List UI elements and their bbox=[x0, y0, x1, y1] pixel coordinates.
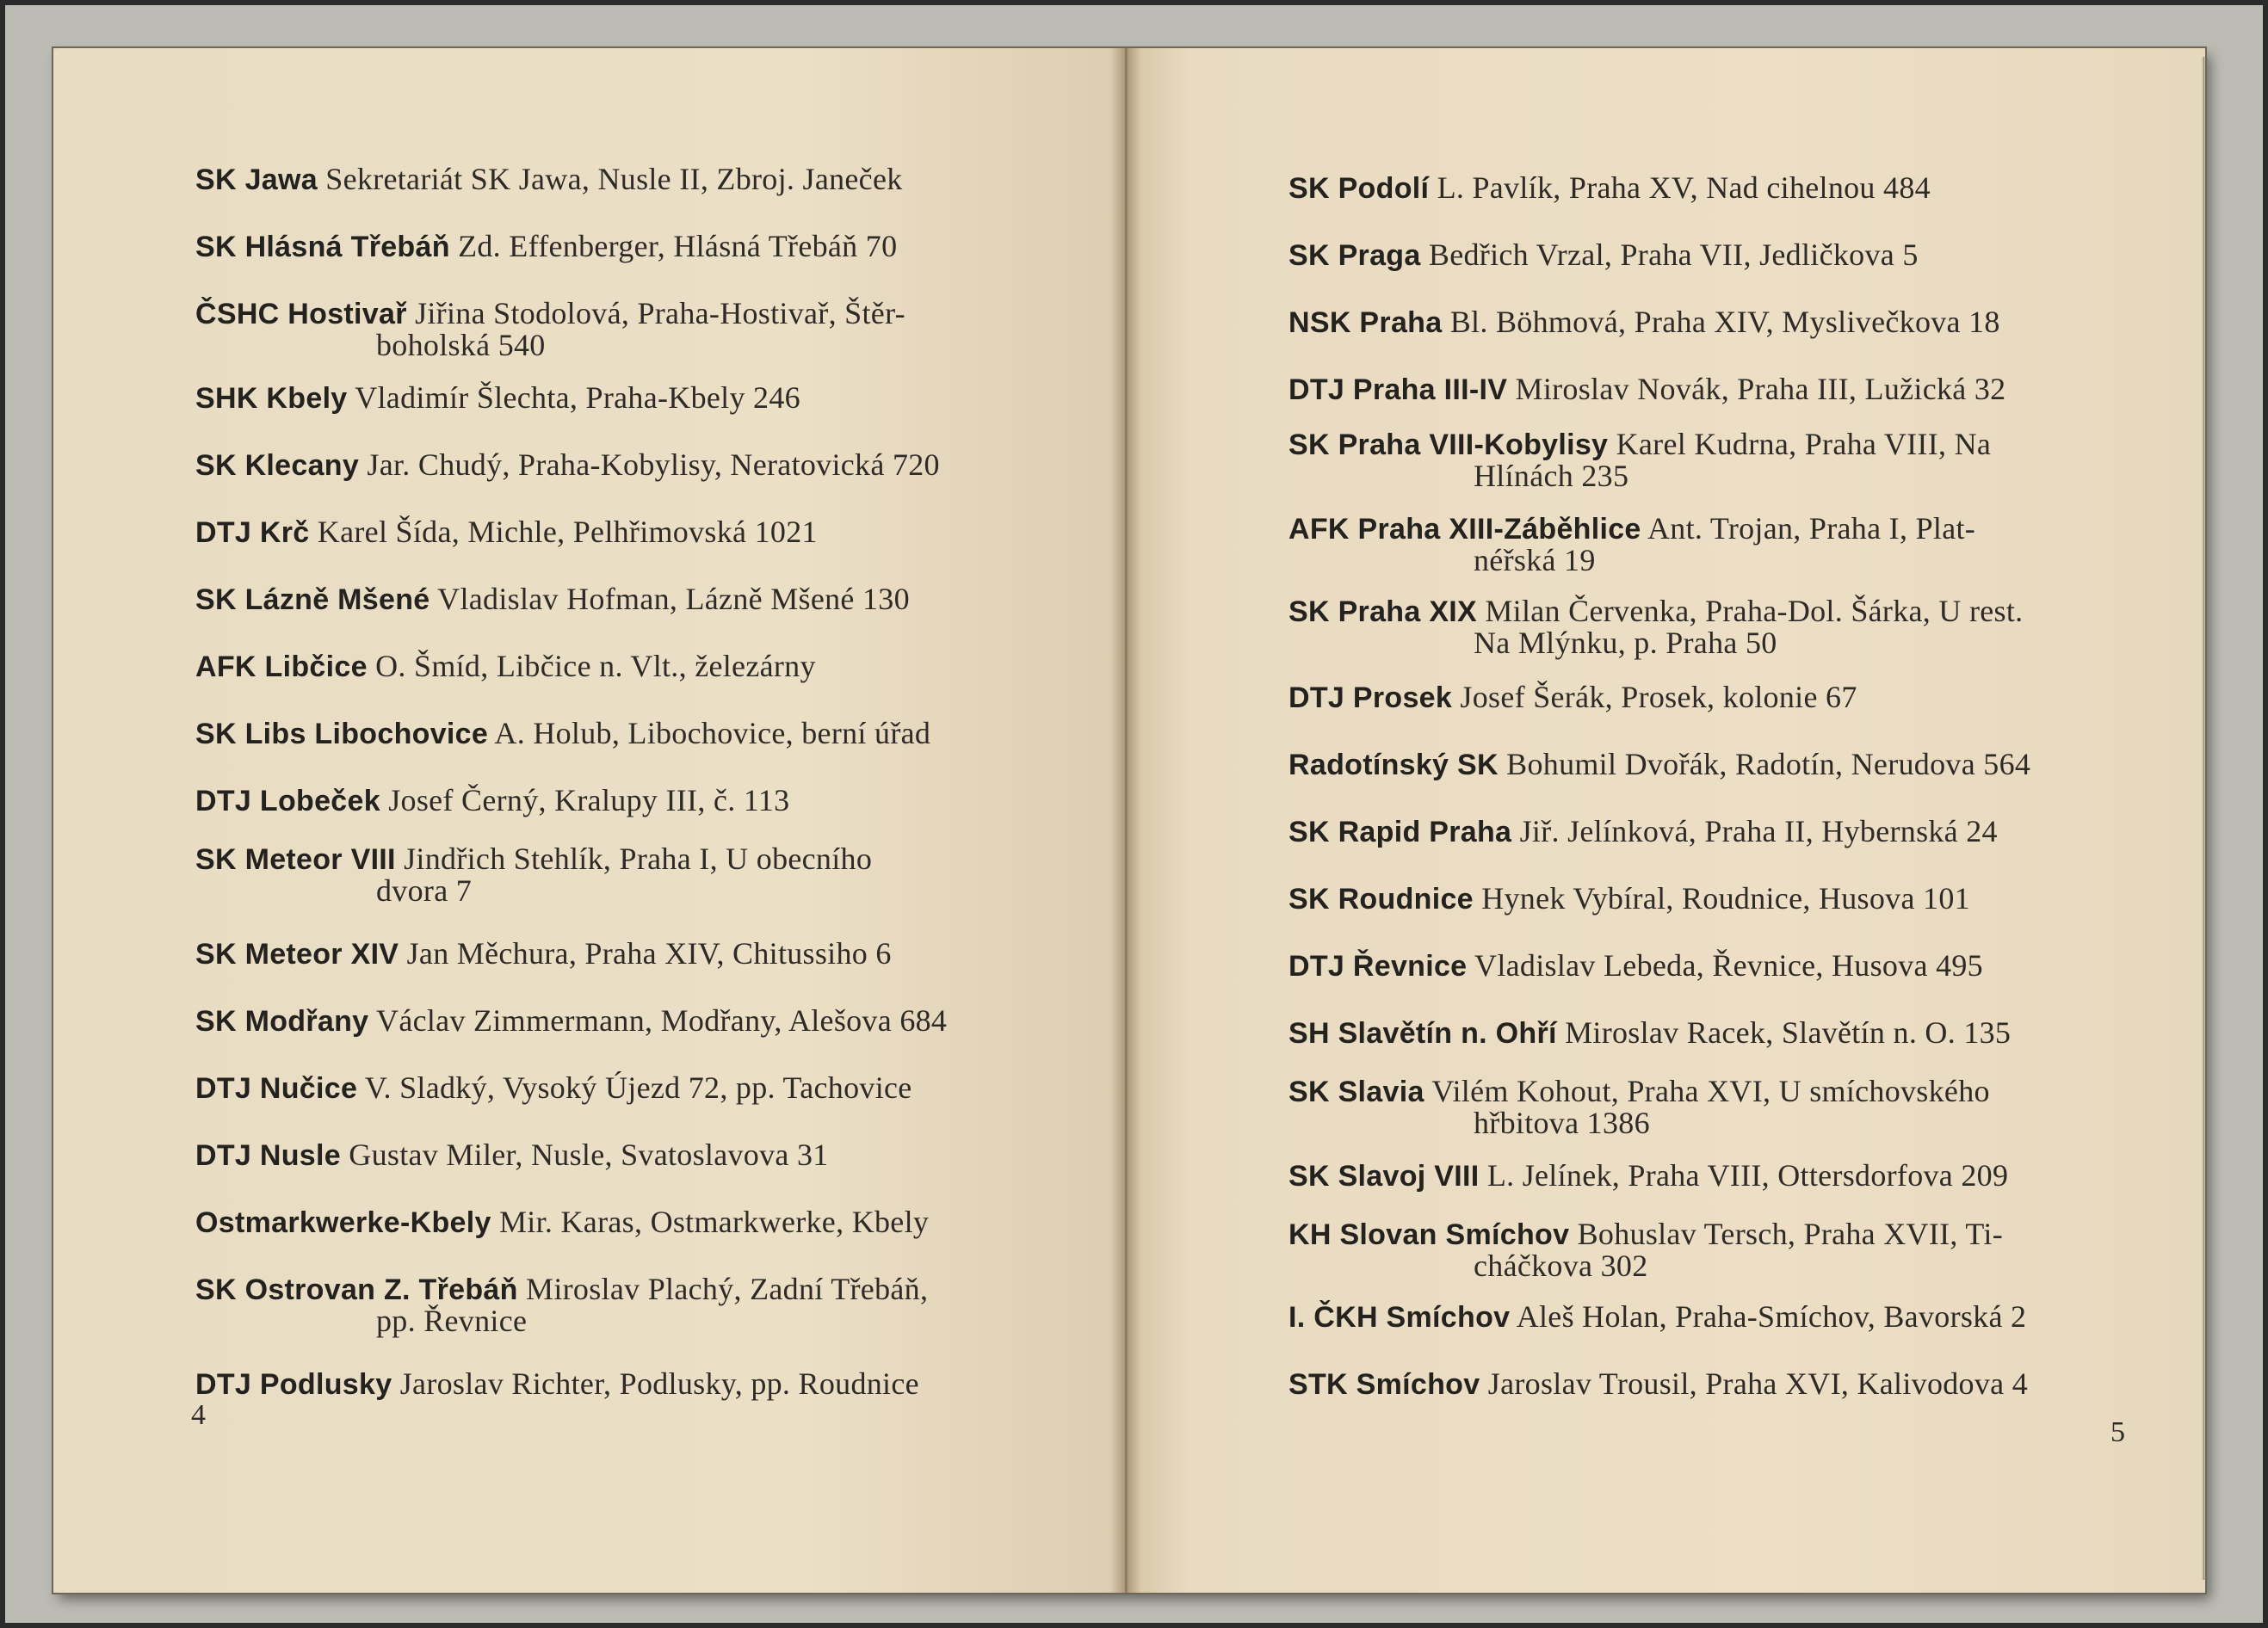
directory-entry bbox=[195, 1072, 1082, 1104]
contact-address: Bohuslav Tersch, Praha XVII, Ti- bbox=[1577, 1217, 2003, 1251]
address-continuation: hřbitova 1386 bbox=[1474, 1106, 1650, 1140]
contact-address: Vladimír Šlechta, Praha-Kbely 246 bbox=[355, 380, 800, 415]
club-name: SK Hlásná Třebáň bbox=[195, 231, 450, 263]
directory-entry bbox=[195, 1368, 1082, 1400]
directory-entry bbox=[1288, 883, 2158, 915]
directory-entry bbox=[1288, 1368, 2158, 1400]
directory-entry bbox=[195, 1139, 1082, 1171]
directory-entry bbox=[195, 1206, 1082, 1238]
club-name: I. ČKH Smíchov bbox=[1288, 1301, 1511, 1334]
club-name: DTJ Prosek bbox=[1288, 681, 1453, 714]
club-name: DTJ Lobeček bbox=[195, 785, 380, 817]
directory-entry bbox=[1288, 373, 2158, 405]
contact-address: Aleš Holan, Praha-Smíchov, Bavorská 2 bbox=[1516, 1299, 2027, 1334]
club-name: SK Ostrovan Z. Třebáň bbox=[195, 1273, 518, 1306]
contact-address: Bedřich Vrzal, Praha VII, Jedličkova 5 bbox=[1428, 237, 1919, 272]
open-booklet bbox=[53, 48, 2205, 1593]
directory-entry bbox=[1288, 1301, 2158, 1333]
page-number-right: 5 bbox=[2110, 1416, 2125, 1448]
address-continuation: néřská 19 bbox=[1474, 543, 1596, 577]
directory-entry bbox=[1288, 239, 2158, 271]
contact-address: Zd. Effenberger, Hlásná Třebáň 70 bbox=[458, 229, 898, 263]
right-page bbox=[1125, 48, 2205, 1593]
club-name: SK Meteor VIII bbox=[195, 843, 396, 876]
directory-entry bbox=[195, 1005, 1082, 1037]
address-continuation: boholská 540 bbox=[376, 328, 546, 362]
directory-entry bbox=[1288, 749, 2158, 780]
directory-entry bbox=[1288, 950, 2158, 982]
club-name: STK Smíchov bbox=[1288, 1368, 1480, 1401]
contact-address: Jiř. Jelínková, Praha II, Hybernská 24 bbox=[1519, 814, 1998, 848]
directory-entry bbox=[195, 298, 1082, 361]
directory-entry bbox=[1288, 816, 2158, 848]
directory-entry bbox=[1288, 595, 2158, 658]
contact-address: O. Šmíd, Libčice n. Vlt., železárny bbox=[375, 649, 816, 683]
directory-entry bbox=[195, 938, 1082, 970]
contact-address: Vilém Kohout, Praha XVI, U smíchovského bbox=[1431, 1074, 1990, 1108]
club-name: DTJ Praha III-IV bbox=[1288, 373, 1508, 406]
contact-address: Jaroslav Trousil, Praha XVI, Kalivodova 4 bbox=[1487, 1366, 2029, 1401]
directory-entry bbox=[195, 231, 1082, 262]
club-name: SH Slavětín n. Ohří bbox=[1288, 1017, 1557, 1050]
club-name: SK Modřany bbox=[195, 1005, 369, 1038]
directory-entry bbox=[1288, 172, 2158, 204]
address-continuation: Hlínách 235 bbox=[1474, 459, 1629, 493]
directory-entry bbox=[1288, 1017, 2158, 1049]
directory-entry bbox=[195, 1273, 1082, 1336]
directory-entry bbox=[195, 516, 1082, 548]
contact-address: Karel Šída, Michle, Pelhřimovská 1021 bbox=[317, 515, 818, 549]
contact-address: V. Sladký, Vysoký Újezd 72, pp. Tachovice bbox=[364, 1070, 912, 1105]
club-name: DTJ Krč bbox=[195, 516, 310, 549]
club-name: SK Praga bbox=[1288, 239, 1421, 272]
directory-entry bbox=[195, 163, 1082, 195]
contact-address: Milan Červenka, Praha-Dol. Šárka, U rest. bbox=[1485, 594, 2024, 628]
book-gutter bbox=[1110, 48, 1141, 1593]
contact-address: L. Jelínek, Praha VIII, Ottersdorfova 209 bbox=[1486, 1158, 2009, 1193]
club-name: DTJ Řevnice bbox=[1288, 950, 1468, 983]
club-name: DTJ Podlusky bbox=[195, 1368, 392, 1401]
club-name: SK Rapid Praha bbox=[1288, 816, 1512, 848]
club-name: SK Lázně Mšené bbox=[195, 583, 430, 616]
club-name: SHK Kbely bbox=[195, 382, 348, 415]
club-name: SK Slavia bbox=[1288, 1076, 1424, 1108]
contact-address: Miroslav Racek, Slavětín n. O. 135 bbox=[1565, 1015, 2012, 1050]
directory-entry bbox=[1288, 1076, 2158, 1138]
club-name: SK Praha XIX bbox=[1288, 595, 1478, 628]
contact-address: Mir. Karas, Ostmarkwerke, Kbely bbox=[499, 1205, 930, 1239]
contact-address: Miroslav Novák, Praha III, Lužická 32 bbox=[1515, 372, 2006, 406]
club-name: DTJ Nučice bbox=[195, 1072, 358, 1105]
directory-entry bbox=[195, 843, 1082, 906]
club-name: Ostmarkwerke-Kbely bbox=[195, 1206, 491, 1239]
club-name: ČSHC Hostivař bbox=[195, 298, 407, 330]
club-name: AFK Libčice bbox=[195, 651, 368, 683]
directory-entry bbox=[1288, 306, 2158, 338]
contact-address: Jiřina Stodolová, Praha-Hostivař, Štěr- bbox=[415, 296, 905, 330]
address-continuation: cháčkova 302 bbox=[1474, 1249, 1648, 1283]
contact-address: Josef Černý, Kralupy III, č. 113 bbox=[388, 783, 790, 817]
address-continuation: dvora 7 bbox=[376, 873, 473, 908]
directory-entry bbox=[195, 449, 1082, 481]
contact-address: Václav Zimmermann, Modřany, Alešova 684 bbox=[376, 1003, 948, 1038]
contact-address: A. Holub, Libochovice, berní úřad bbox=[494, 716, 931, 750]
contact-address: Jan Měchura, Praha XIV, Chitussiho 6 bbox=[406, 936, 892, 971]
contact-address: Gustav Miler, Nusle, Svatoslavova 31 bbox=[349, 1138, 829, 1172]
contact-address: Vladislav Lebeda, Řevnice, Husova 495 bbox=[1474, 948, 1983, 983]
directory-entry bbox=[195, 382, 1082, 414]
club-name: SK Klecany bbox=[195, 449, 360, 482]
directory-entry bbox=[1288, 1218, 2158, 1281]
address-continuation: pp. Řevnice bbox=[376, 1304, 528, 1338]
directory-entry bbox=[1288, 681, 2158, 713]
contact-address: Josef Šerák, Prosek, kolonie 67 bbox=[1460, 680, 1857, 714]
contact-address: Bl. Böhmová, Praha XIV, Myslivečkova 18 bbox=[1449, 305, 2000, 339]
club-name: SK Slavoj VIII bbox=[1288, 1160, 1480, 1193]
directory-entry bbox=[1288, 1160, 2158, 1192]
directory-entry bbox=[195, 785, 1082, 817]
club-name: NSK Praha bbox=[1288, 306, 1443, 339]
club-name: SK Roudnice bbox=[1288, 883, 1474, 916]
directory-entry bbox=[195, 651, 1082, 682]
address-continuation: Na Mlýnku, p. Praha 50 bbox=[1474, 626, 1777, 660]
club-name: DTJ Nusle bbox=[195, 1139, 341, 1172]
directory-entry bbox=[195, 718, 1082, 749]
contact-address: Vladislav Hofman, Lázně Mšené 130 bbox=[437, 582, 910, 616]
contact-address: Sekretariát SK Jawa, Nusle II, Zbroj. Janeček bbox=[325, 162, 903, 196]
contact-address: Miroslav Plachý, Zadní Třebáň, bbox=[526, 1272, 929, 1306]
club-name: Radotínský SK bbox=[1288, 749, 1499, 781]
contact-address: Jaroslav Richter, Podlusky, pp. Roudnice bbox=[399, 1366, 919, 1401]
directory-entry bbox=[1288, 429, 2158, 491]
contact-address: Jindřich Stehlík, Praha I, U obecního bbox=[404, 842, 873, 876]
club-name: SK Meteor XIV bbox=[195, 938, 399, 971]
page-edges bbox=[2202, 57, 2205, 1580]
contact-address: Ant. Trojan, Praha I, Plat- bbox=[1647, 511, 1976, 546]
club-name: AFK Praha XIII-Záběhlice bbox=[1288, 513, 1641, 546]
club-name: SK Praha VIII-Kobylisy bbox=[1288, 429, 1609, 461]
club-name: SK Podolí bbox=[1288, 172, 1430, 205]
contact-address: Bohumil Dvořák, Radotín, Nerudova 564 bbox=[1506, 747, 2031, 781]
directory-entry bbox=[1288, 513, 2158, 576]
club-name: KH Slovan Smíchov bbox=[1288, 1218, 1570, 1251]
contact-address: Hynek Vybíral, Roudnice, Husova 101 bbox=[1481, 881, 1970, 916]
club-name: SK Libs Libochovice bbox=[195, 718, 489, 750]
left-page bbox=[53, 48, 1125, 1593]
directory-entry bbox=[195, 583, 1082, 615]
page-number-left: 4 bbox=[191, 1399, 206, 1431]
club-name: SK Jawa bbox=[195, 163, 318, 196]
contact-address: L. Pavlík, Praha XV, Nad cihelnou 484 bbox=[1437, 170, 1931, 205]
contact-address: Jar. Chudý, Praha-Kobylisy, Neratovická 720 bbox=[367, 447, 940, 482]
contact-address: Karel Kudrna, Praha VIII, Na bbox=[1616, 427, 1992, 461]
